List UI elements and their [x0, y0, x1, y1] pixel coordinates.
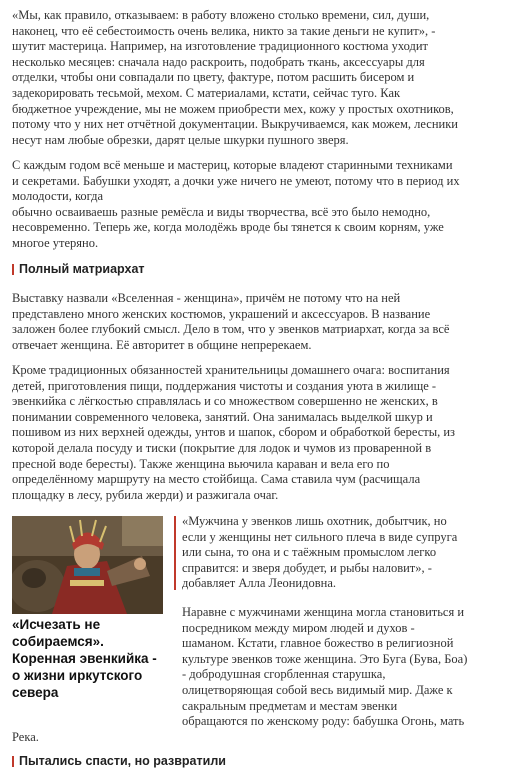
heading-text: Полный матриархат [19, 262, 145, 276]
related-article-image[interactable] [12, 516, 163, 614]
quote-text: «Мужчина у эвенков лишь охотник, добытчик, но если у женщины нет сильного плеча в виде супруга или сына, то она и с таёжным промыслом легко справится: и зверя добудет, и рыбы наловит», - добавляет Алла Леонидовна. [182, 514, 458, 591]
heading-accent-bar [12, 756, 14, 767]
paragraph-2: С каждым годом всё меньше и мастериц, которые владеют старинными техниками и секретами. Бабушки уходят, а дочки уже ничего не умеют, потому что в период их молодости, когда обычно осваиваешь разные ремёсла и виды творчества, всё это было немодно, несовременно. Теперь же, когда молодёжь вроде бы тянется к своим корням, уже многое утеряно. [12, 158, 460, 250]
paragraph-3: Выставку назвали «Вселенная - женщина», причём не потому что на ней представлено много женских костюмов, украшений и аксессуаров. В название заложен более глубокий смысл. Дело в том, что у эвенков матриархат, когда за всё отвечает женщина. Её авторитет в общине непререкаем. [12, 291, 450, 352]
heading-accent-bar [12, 264, 14, 275]
paragraph-5: Наравне с мужчинами женщина могла становиться и посредником между миром людей и духов - шаманом. Кстати, главное божество в религиозной культуре эвенков тоже женщина. Это Буга (Бува, Боа) - добродушная сгорбленная старушка, олицетворяющая собой весь видимый мир. Даже к сакральным предметам и местам эвенки обращаются по женскому роду: бабушка Огонь, мать [182, 605, 468, 729]
section-heading-tried-to-save [12, 754, 226, 770]
photo-evenki-woman [12, 516, 163, 614]
heading-text: Пытались спасти, но развратили [19, 754, 226, 768]
paragraph-4: Кроме традиционных обязанностей хранительницы домашнего очага: воспитания детей, приготовления пищи, поддержания чистоты и создания уюта в жилище - эвенкийка с лёгкостью справлялась и со множеством совершенно не женских, в понимании современного человека, занятий. Она занималась выделкой шкур и пошивом из них верхней одежды, унтов и шапок, сбором и обработкой бересты, из которой делала посуду и тиски (покрытие для лодок и чумов из проваренной в пресной воде бересты). Также женщина вьючила караван и вела его по определённому маршруту на место стойбища. Сама ставила чум (расчищала площадку в лесу, рубила жерди) и разжигала очаг. [12, 363, 455, 502]
paragraph-1: «Мы, как правило, отказываем: в работу вложено столько времени, сил, души, наконец, что её себестоимость очень велика, никто за такие деньги не купит», - шутит мастерица. Например, на изготовление традиционного костюма уходит несколько месяцев: сначала надо раскроить, подобрать ткань, аксессуары для отделки, чтобы они совпадали по цвету, фактуре, потом расшить бисером и задекорировать тесьмой, мехом. С материалами, кстати, сейчас туго. Как бюджетное учреждение, мы не можем приобрести мех, кожу у простых охотников, потому что у них нет отчётной документации. Выкручиваемся, как можем, лесники несут нам любые обрезки, дарят целые шкурки пушного зверя. [12, 8, 458, 147]
paragraph-5-tail: Река. [12, 730, 39, 744]
section-heading-matriarchy [12, 262, 145, 278]
related-article-title[interactable]: «Исчезать не собираемся». Коренная эвенкийка - о жизни иркутского севера [12, 617, 157, 700]
quote-accent-bar [174, 516, 176, 590]
